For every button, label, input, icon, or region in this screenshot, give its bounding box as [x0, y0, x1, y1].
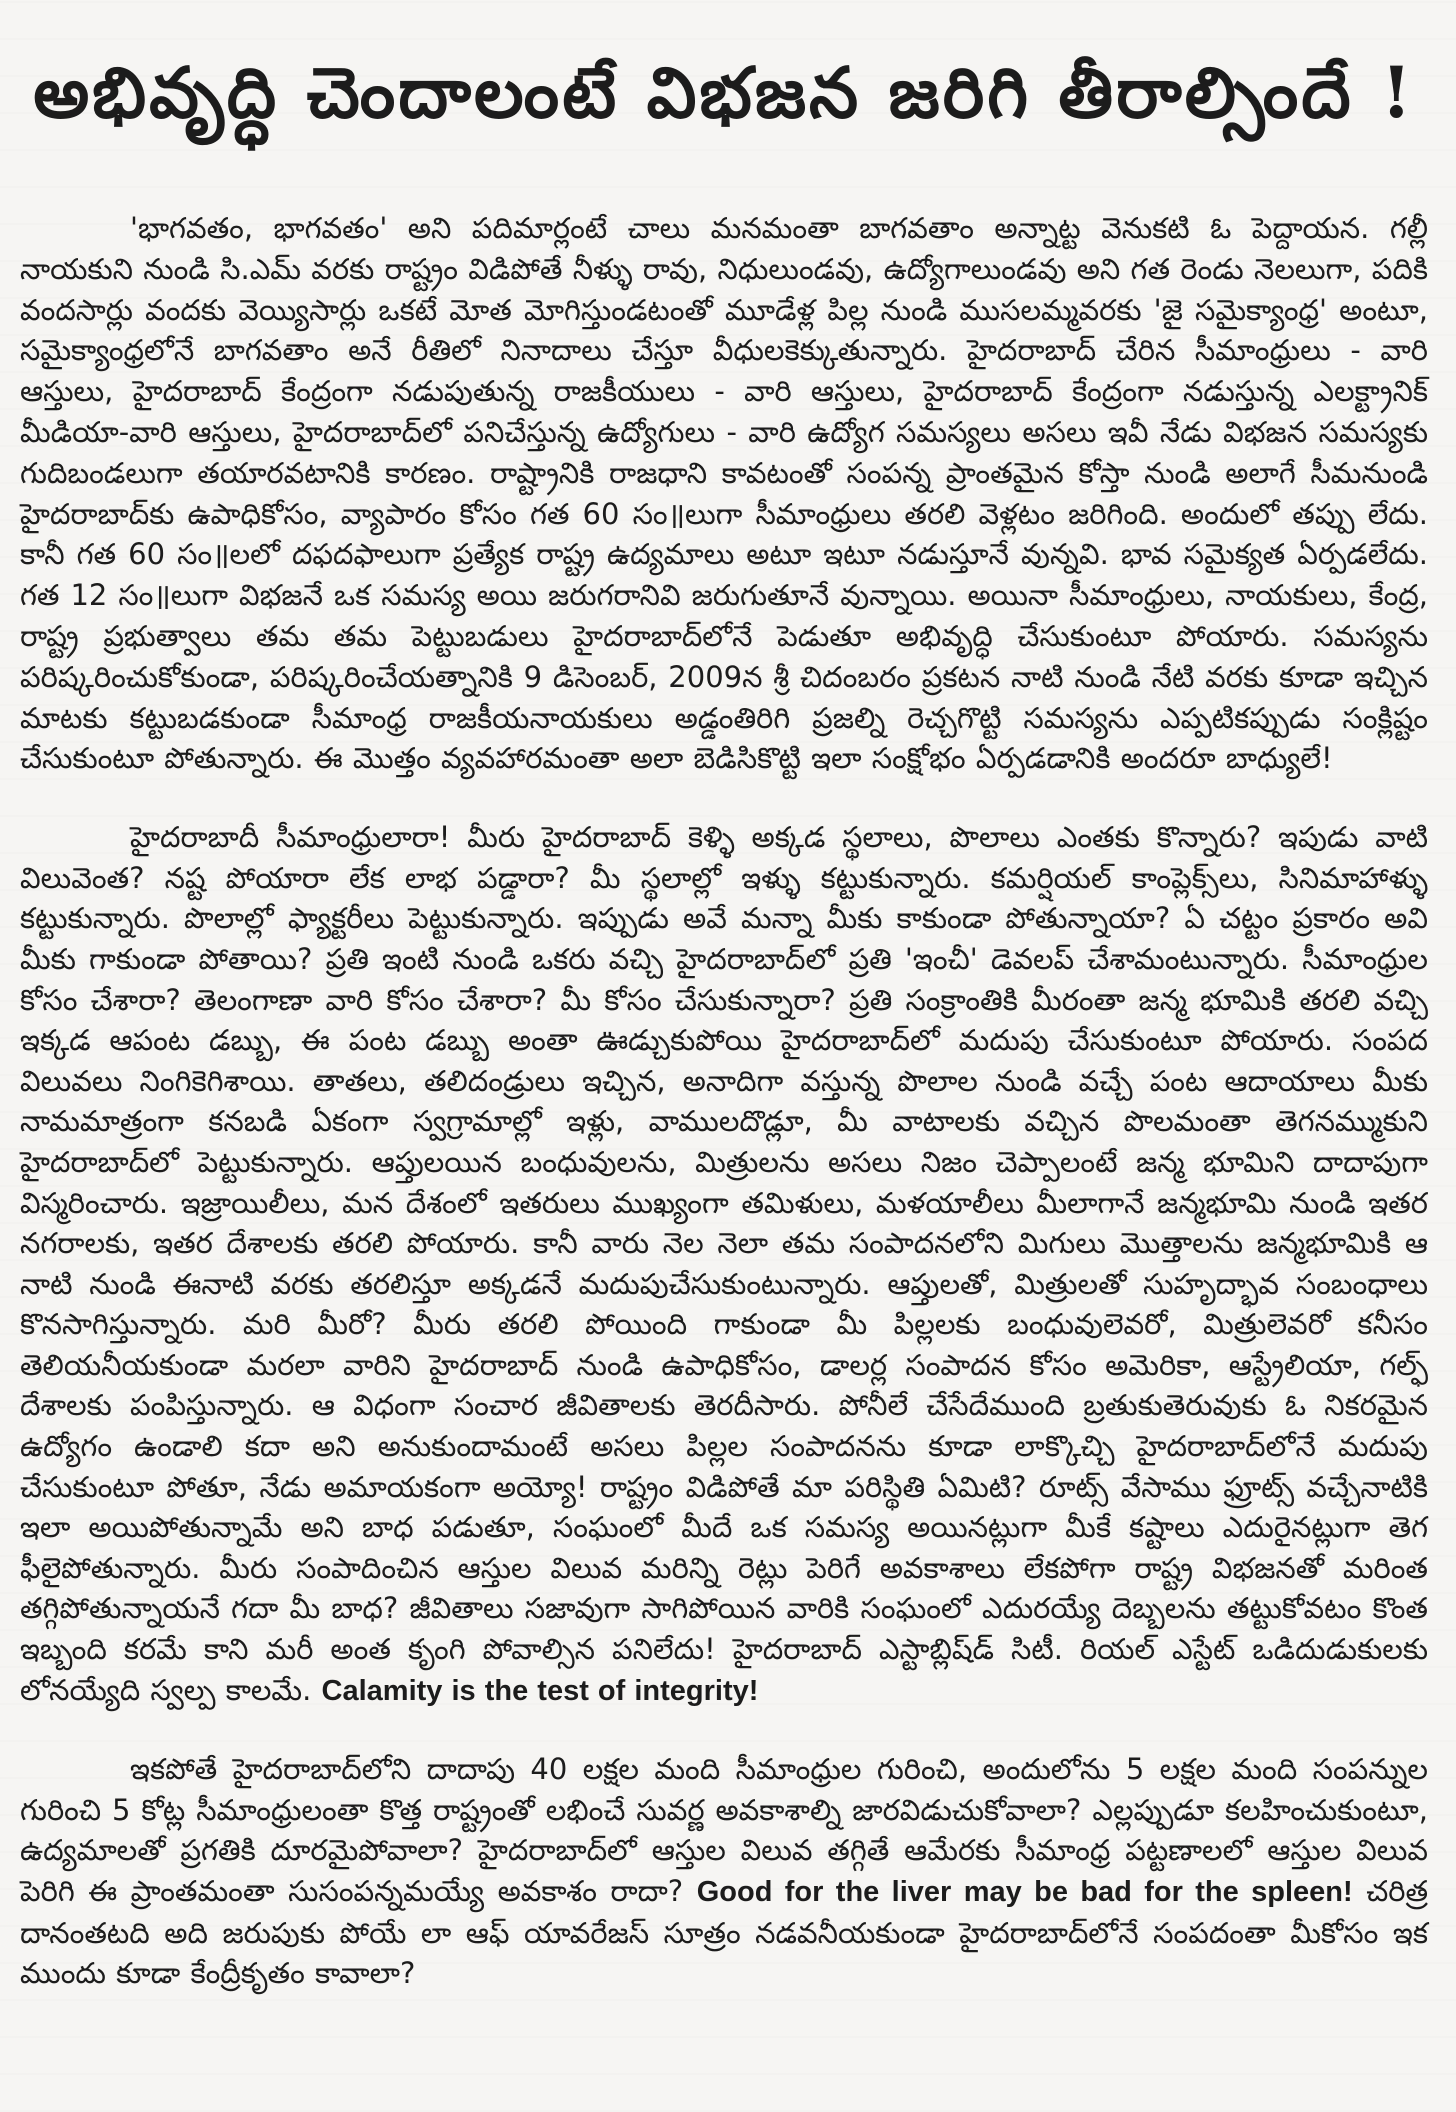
paragraph-3-english-quote: Good for the liver may be bad for the spleen! [696, 1876, 1353, 1908]
paragraph-2-english-quote: Calamity is the test of integrity! [321, 1674, 759, 1707]
paragraph-2 [20, 817, 1428, 1711]
paragraph-3-text-b: చరిత్ర దానంతటది అది జరుపుకు పోయే లా ఆఫ్ యావరేజస్ సూత్రం నడవనీయకుండా హైదరాబాద్‌లోనే సంపదంతా మీకోసం ఇక ముందు కూడా కేంద్రీకృతం కావాలా? [20, 1874, 1429, 1991]
paragraph-3 [20, 1749, 1428, 1994]
paragraph-3-text-a: ఇకపోతే హైదరాబాద్‌లోని దాదాపు 40 లక్షల మంది సీమాంధ్రుల గురించి, అందులోను 5 లక్షల మంది సంపన్నుల గురించి 5 కోట్ల సీమాంధ్రులంతా కొత్త రాష్ట్రంతో లభించే సువర్ణ అవకాశాల్ని జారవిడుచుకోవాలా? ఎల్లప్పుడూ కలహించుకుంటూ, ఉద్యమాలతో ప్రగతికి దూరమైపోవాలా? హైదరాబాద్‌లో ఆస్తుల విలువ తగ్గితే ఆమేరకు సీమాంధ్ర పట్టణాలలో ఆస్తుల విలువ పెరిగి ఈ ప్రాంతమంతా సుసంపన్నమయ్యే అవకాశం రాదా? [20, 1752, 1428, 1908]
paragraph-2-text: హైదరాబాదీ సీమాంధ్రులారా! మీరు హైదరాబాద్ కెళ్ళి అక్కడ స్థలాలు, పొలాలు ఎంతకు కొన్నారు? ఇపుడు వాటి విలువెంత? నష్ట పోయారా లేక లాభ పడ్డారా? మీ స్థలాల్లో ఇళ్ళు కట్టుకున్నారు. కమర్షియల్ కాంప్లెక్స్‌లు, సినిమాహాళ్ళు కట్టుకున్నారు. పొలాల్లో ఫ్యాక్టరీలు పెట్టుకున్నారు. ఇప్పుడు అవే మన్నా మీకు కాకుండా పోతున్నాయా? ఏ చట్టం ప్రకారం అవి మీకు గాకుండా పోతాయి? ప్రతి ఇంటి నుండి ఒకరు వచ్చి హైదరాబాద్‌లో ప్రతి 'ఇంచీ' డెవలప్ చేశామంటున్నారు. సీమాంధ్రుల కోసం చేశారా? తెలంగాణా వారి కోసం చేశారా? మీ కోసం చేసుకున్నారా? ప్రతి సంక్రాంతికి మీరంతా జన్మ భూమికి తరలి వచ్చి ఇక్కడ ఆపంట డబ్బు, ఈ పంట డబ్బు అంతా ఊడ్చుకుపోయి హైదరాబాద్‌లో మదుపు చేసుకుంటూ పోయారు. సంపద విలువలు నింగికెగిశాయి. తాతలు, తలిదండ్రులు ఇచ్చిన, అనాదిగా వస్తున్న పొలాల నుండి వచ్చే పంట ఆదాయాలు మీకు నామమాత్రంగా కనబడి ఏకంగా స్వగ్రామాల్లో ఇళ్లు, వాములదొడ్లూ, మీ వాటాలకు వచ్చిన పొలమంతా తెగనమ్ముకుని హైదరాబాద్‌లో పెట్టుకున్నారు. ఆప్తులయిన బంధువులను, మిత్రులను అసలు నిజం చెప్పాలంటే జన్మ భూమిని దాదాపుగా విస్మరించారు. ఇజ్రాయిలీలు, మన దేశంలో ఇతరులు ముఖ్యంగా తమిళులు, మళయాలీలు మీలాగానే జన్మభూమి నుండి ఇతర నగరాలకు, ఇతర దేశాలకు తరలి పోయారు. కానీ వారు నెల నెలా తమ సంపాదనలోని మిగులు మొత్తాలను జన్మభూమికి ఆ నాటి నుండి ఈనాటి వరకు తరలిస్తూ అక్కడనే మదుపుచేసుకుంటున్నారు. ఆప్తులతో, మిత్రులతో సుహృద్భావ సంబంధాలు కొనసాగిస్తున్నారు. మరి మీరో? మీరు తరలి పోయింది గాకుండా మీ పిల్లలకు బంధువులెవరో, మిత్రులెవరో కనీసం తెలియనీయకుండా మరలా వారిని హైదరాబాద్ నుండి ఉపాధికోసం, డాలర్ల సంపాదన కోసం అమెరికా, ఆస్ట్రేలియా, గల్ఫ్ దేశాలకు పంపిస్తున్నారు. ఆ విధంగా సంచార జీవితాలకు తెరదీసారు. పోనీలే చేసేదేముంది బ్రతుకుతెరువుకు ఓ నికరమైన ఉద్యోగం ఉండాలి కదా అని అనుకుందామంటే అసలు పిల్లల సంపాదనను కూడా లాక్కొచ్చి హైదరాబాద్‌లోనే మదుపు చేసుకుంటూ పోతూ, నేడు అమాయకంగా అయ్యో! రాష్ట్రం విడిపోతే మా పరిస్థితి ఏమిటి? రూట్స్ వేసాము ఫ్రూట్స్ వచ్చేనాటికి ఇలా అయిపోతున్నామే అని బాధ పడుతూ, సంఘంలో మీదే ఒక సమస్య అయినట్లుగా మీకే కష్టాలు ఎదురైనట్లుగా తెగ ఫీలైపోతున్నారు. మీరు సంపాదించిన ఆస్తుల విలువ మరిన్ని రెట్లు పెరిగే అవకాశాలు లేకపోగా రాష్ట్ర విభజనతో మరింత తగ్గిపోతున్నాయనే గదా మీ బాధ? జీవితాలు సజావుగా సాగిపోయిన వారికి సంఘంలో ఎదురయ్యే దెబ్బలను తట్టుకోవటం కొంత ఇబ్బంది కరమే కాని మరీ అంత కృంగి పోవాల్సిన పనిలేదు! హైదరాబాద్ ఎస్టాబ్లిష్‌డ్ సిటీ. రియల్ ఎస్టేట్ ఒడిదుడుకులకు లోనయ్యేది స్వల్ప కాలమే. [20, 820, 1428, 1707]
headline: అభివృద్ధి చెందాలంటే విభజన జరిగి తీరాల్సిందే ! [33, 51, 1415, 134]
paragraph-1: 'భాగవతం, భాగవతం' అని పదిమార్లంటే చాలు మనమంతా బాగవతాం అన్నాట్ట వెనుకటి ఓ పెద్దాయన. గల్లీ నాయకుని నుండి సి.ఎమ్ వరకు రాష్ట్రం విడిపోతే నీళ్ళు రావు, నిధులుండవు, ఉద్యోగాలుండవు అని గత రెండు నెలలుగా, పదికి వందసార్లు వందకు వెయ్యిసార్లు ఒకటే మోత మోగిస్తుండటంతో మూడేళ్ల పిల్ల నుండి ముసలమ్మవరకు 'జై సమైక్యాంధ్ర' అంటూ, సమైక్యాంధ్రలోనే బాగవతాం అనే రీతిలో నినాదాలు చేస్తూ వీధులకెక్కుతున్నారు. హైదరాబాద్ చేరిన సీమాంధ్రులు - వారి ఆస్తులు, హైదరాబాద్ కేంద్రంగా నడుపుతున్న రాజకీయులు - వారి ఆస్తులు, హైదరాబాద్ కేంద్రంగా నడుస్తున్న ఎలక్ట్రానిక్ మీడియా-వారి ఆస్తులు, హైదరాబాద్‌లో పనిచేస్తున్న ఉద్యోగులు - వారి ఉద్యోగ సమస్యలు అసలు ఇవీ నేడు విభజన సమస్యకు గుదిబండలుగా తయారవటానికి కారణం. రాష్ట్రానికి రాజధాని కావటంతో సంపన్న ప్రాంతమైన కోస్తా నుండి అలాగే సీమనుండి హైదరాబాద్‌కు ఉపాధికోసం, వ్యాపారం కోసం గత 60 సం॥లుగా సీమాంధ్రులు తరలి వెళ్లటం జరిగింది. అందులో తప్పు లేదు. కానీ గత 60 సం॥లలో దఫదఫాలుగా ప్రత్యేక రాష్ట్ర ఉద్యమాలు అటూ ఇటూ నడుస్తూనే వున్నవి. భావ సమైక్యత ఏర్పడలేదు. గత 12 సం॥లుగా విభజనే ఒక సమస్య అయి జరుగరానివి జరుగుతూనే వున్నాయి. అయినా సీమాంధ్రులు, నాయకులు, కేంద్ర, రాష్ట్ర ప్రభుత్వాలు తమ తమ పెట్టుబడులు హైదరాబాద్‌లోనే పెడుతూ అభివృద్ధి చేసుకుంటూ పోయారు. సమస్యను పరిష్కరించుకోకుండా, పరిష్కరించేయత్నానికి 9 డిసెంబర్, 2009న శ్రీ చిదంబరం ప్రకటన నాటి నుండి నేటి వరకు కూడా ఇచ్చిన మాటకు కట్టుబడకుండా సీమాంధ్ర రాజకీయనాయకులు అడ్డంతిరిగి ప్రజల్ని రెచ్చగొట్టి సమస్యను ఎప్పటికప్పుడు సంక్లిష్టం చేసుకుంటూ పోతున్నారు. ఈ మొత్తం వ్యవహారమంతా అలా బెడిసికొట్టి ఇలా సంక్షోభం ఏర్పడడానికి అందరూ బాధ్యులే! [20, 211, 1428, 776]
